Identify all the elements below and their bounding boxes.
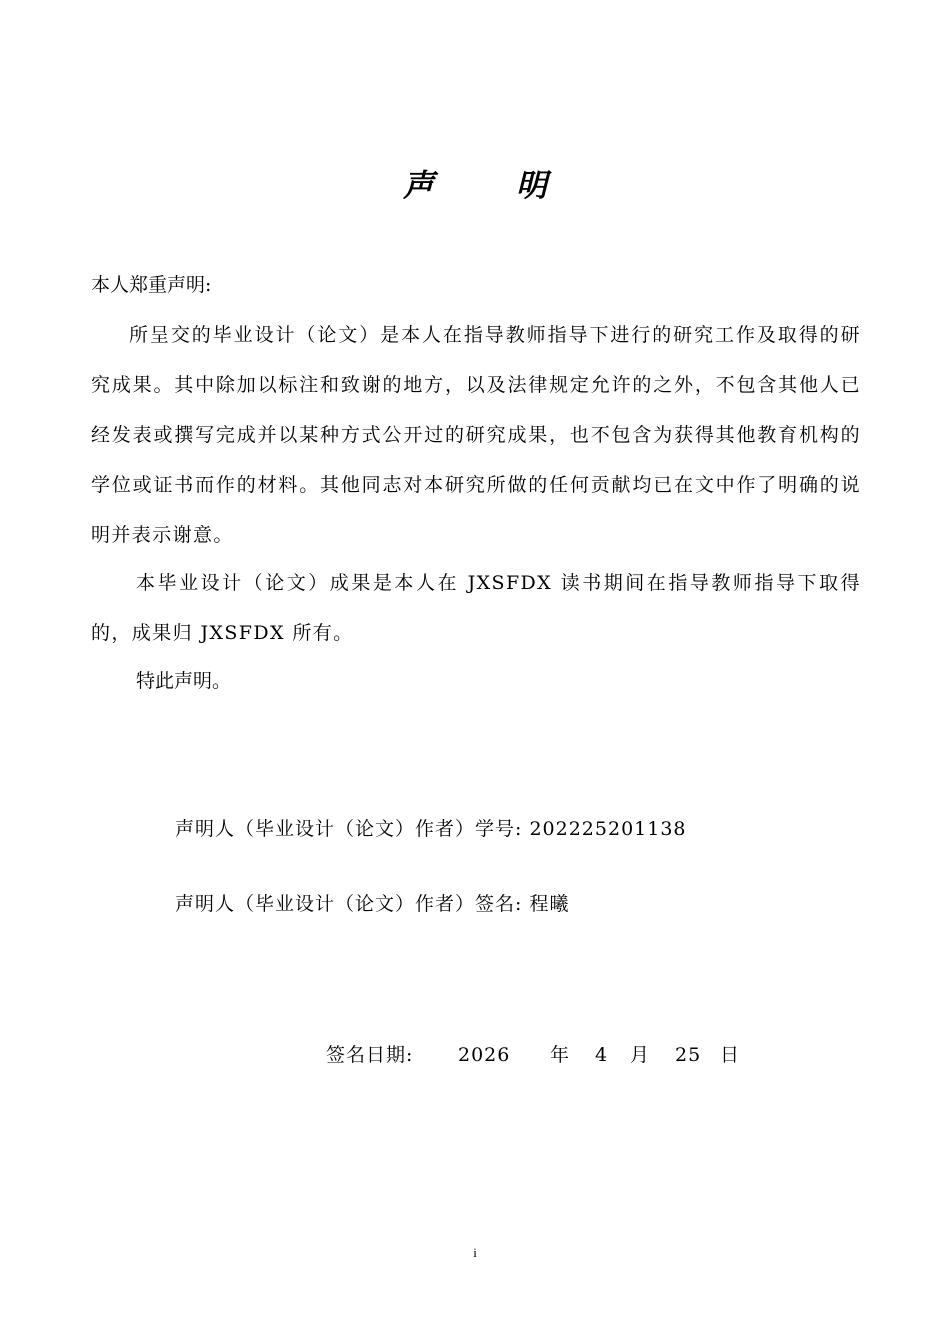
- signature-student-id-line: [175, 814, 687, 841]
- signature-name-label: 声明人（毕业设计（论文）作者）签名:: [175, 893, 523, 915]
- date-month-unit: 月: [630, 1044, 651, 1066]
- date-year: 2026: [458, 1044, 511, 1066]
- student-id-label: 声明人（毕业设计（论文）作者）学号:: [175, 818, 523, 840]
- closing-statement: 特此声明。: [136, 670, 232, 692]
- signature-name-value: 程曦: [529, 893, 570, 915]
- date-day: 25: [675, 1044, 702, 1066]
- page-number: i: [473, 1245, 477, 1260]
- date-day-unit: 日: [720, 1044, 741, 1066]
- declaration-title: 声明: [403, 168, 629, 204]
- date-month: 4: [595, 1044, 609, 1066]
- declaration-paragraph-1: 所呈交的毕业设计（论文）是本人在指导教师指导下进行的研究工作及取得的研究成果。其中除加以标注和致谢的地方，以及法律规定允许的之外，不包含其他人已经发表或撰写完成并以某种方式公开过的研究成果，也不包含为获得其他教育机构的学位或证书而作的材料。其他同志对本研究所做的任何贡献均已在文中作了明确的说明并表示谢意。: [91, 324, 861, 546]
- date-year-unit: 年: [550, 1044, 571, 1066]
- student-id-value: 202225201138: [529, 818, 687, 840]
- declaration-paragraph-2: 本毕业设计（论文）成果是本人在 JXSFDX 读书期间在指导教师指导下取得的，成果归 JXSFDX 所有。: [91, 572, 861, 644]
- date-label: 签名日期:: [326, 1044, 414, 1066]
- opening-statement: 本人郑重声明:: [91, 274, 212, 296]
- signature-name-line: [175, 889, 569, 916]
- signature-date-line: [326, 1040, 740, 1067]
